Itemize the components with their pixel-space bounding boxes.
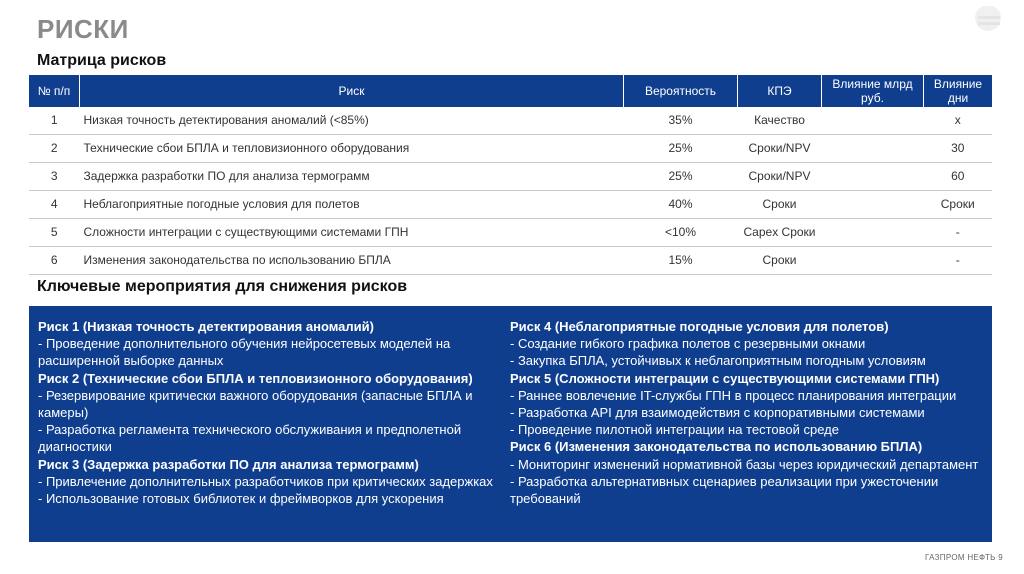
measure-item: - Закупка БПЛА, устойчивых к неблагоприятным погодным условиям bbox=[510, 353, 926, 369]
table-row bbox=[29, 219, 992, 247]
header-probability: Вероятность bbox=[624, 75, 738, 107]
page-number: 9 bbox=[998, 553, 1003, 562]
risk-matrix-table bbox=[29, 75, 992, 275]
measure-item: - Использование готовых библиотек и фреймворков для ускорения bbox=[38, 491, 444, 507]
row-num: 5 bbox=[29, 219, 80, 247]
header-kpe: КПЭ bbox=[738, 75, 822, 107]
header-influence-days: Влияние дни bbox=[924, 75, 993, 107]
row-risk: Сложности интеграции с существующими системами ГПН bbox=[80, 219, 624, 247]
measure-item: - Разработка API для взаимодействия с корпоративными системами bbox=[510, 405, 925, 421]
table-row bbox=[29, 191, 992, 219]
slide-title: РИСКИ bbox=[37, 14, 129, 44]
table-header-row bbox=[29, 75, 992, 107]
row-influence-days: - bbox=[924, 219, 993, 247]
footer-company: ГАЗПРОМ НЕФТЬ bbox=[925, 553, 996, 562]
row-num: 6 bbox=[29, 247, 80, 275]
row-kpe: Сроки bbox=[738, 247, 822, 275]
header-num: № п/п bbox=[29, 75, 80, 107]
measure-heading: Риск 5 (Сложности интеграции с существующими системами ГПН) bbox=[510, 370, 940, 386]
company-logo-icon bbox=[964, 6, 1004, 36]
footer bbox=[925, 553, 1003, 562]
row-num: 1 bbox=[29, 107, 80, 135]
row-influence-days: 30 bbox=[924, 135, 993, 163]
measure-item: - Разработка регламента технического обслуживания и предполетной диагностики bbox=[38, 422, 462, 455]
row-probability: 15% bbox=[624, 247, 738, 275]
row-kpe: Качество bbox=[738, 107, 822, 135]
row-risk: Задержка разработки ПО для анализа термограмм bbox=[80, 163, 624, 191]
row-probability: <10% bbox=[624, 219, 738, 247]
measure-heading: Риск 6 (Изменения законодательства по использованию БПЛА) bbox=[510, 439, 923, 455]
row-risk: Технические сбои БПЛА и тепловизионного оборудования bbox=[80, 135, 624, 163]
row-probability: 40% bbox=[624, 191, 738, 219]
row-probability: 25% bbox=[624, 135, 738, 163]
measure-heading: Риск 1 (Низкая точность детектирования аномалий) bbox=[38, 319, 374, 334]
table-row bbox=[29, 247, 992, 275]
row-probability: 25% bbox=[624, 163, 738, 191]
table-row bbox=[29, 107, 992, 135]
measure-heading: Риск 4 (Неблагоприятные погодные условия для полетов) bbox=[510, 319, 889, 334]
row-influence-rub bbox=[822, 191, 924, 219]
header-risk: Риск bbox=[80, 75, 624, 107]
measure-heading: Риск 2 (Технические сбои БПЛА и тепловизионного оборудования) bbox=[38, 370, 473, 386]
measures-panel bbox=[29, 306, 992, 542]
row-kpe: Сроки/NPV bbox=[738, 135, 822, 163]
row-risk: Неблагоприятные погодные условия для полетов bbox=[80, 191, 624, 219]
row-influence-days: 60 bbox=[924, 163, 993, 191]
row-influence-days: - bbox=[924, 247, 993, 275]
row-influence-days: x bbox=[924, 107, 993, 135]
measures-right-column bbox=[510, 318, 985, 507]
matrix-title: Матрица рисков bbox=[37, 52, 167, 69]
row-kpe: Сроки bbox=[738, 191, 822, 219]
measure-heading: Риск 3 (Задержка разработки ПО для анализа термограмм) bbox=[38, 456, 419, 472]
measures-left-column bbox=[38, 318, 500, 507]
row-influence-days: Сроки bbox=[924, 191, 993, 219]
table-row bbox=[29, 163, 992, 191]
row-influence-rub bbox=[822, 219, 924, 247]
table-row bbox=[29, 135, 992, 163]
row-influence-rub bbox=[822, 247, 924, 275]
measures-title: Ключевые мероприятия для снижения рисков bbox=[37, 278, 408, 295]
measure-item: - Создание гибкого графика полетов с резервными окнами bbox=[510, 336, 866, 352]
row-risk: Изменения законодательства по использованию БПЛА bbox=[80, 247, 624, 275]
row-num: 3 bbox=[29, 163, 80, 191]
row-probability: 35% bbox=[624, 107, 738, 135]
row-risk: Низкая точность детектирования аномалий (<85%) bbox=[80, 107, 624, 135]
measure-item: - Мониторинг изменений нормативной базы через юридический департамент bbox=[510, 456, 979, 472]
row-kpe: Сроки/NPV bbox=[738, 163, 822, 191]
row-num: 4 bbox=[29, 191, 80, 219]
row-num: 2 bbox=[29, 135, 80, 163]
measure-item: - Привлечение дополнительных разработчиков при критических задержках bbox=[38, 473, 493, 489]
measure-item: - Резервирование критически важного оборудования (запасные БПЛА и камеры) bbox=[38, 387, 473, 421]
measure-item: - Раннее вовлечение IT-службы ГПН в процесс планирования интеграции bbox=[510, 387, 957, 403]
row-influence-rub bbox=[822, 135, 924, 163]
measure-item: - Разработка альтернативных сценариев реализации при ужесточении требований bbox=[510, 473, 939, 507]
header-influence-rub: Влияние млрд руб. bbox=[822, 75, 924, 107]
measure-item: - Проведение пилотной интеграции на тестовой среде bbox=[510, 422, 839, 438]
row-kpe: Capex Сроки bbox=[738, 219, 822, 247]
row-influence-rub bbox=[822, 107, 924, 135]
measure-item: - Проведение дополнительного обучения нейросетевых моделей на расширенной выборке данных bbox=[38, 336, 451, 369]
row-influence-rub bbox=[822, 163, 924, 191]
